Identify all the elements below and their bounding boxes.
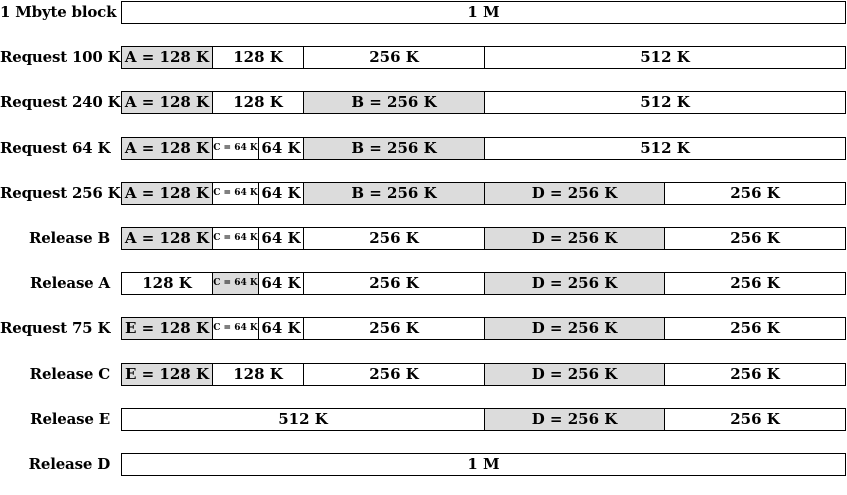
allocated-segment [212,273,258,294]
segment-label: A = 128 K [124,139,210,157]
free-segment [212,183,258,204]
segment-label: 1 M [467,455,500,473]
segment-label: A = 128 K [124,229,210,247]
segment-label: 512 K [278,410,328,428]
segment-label: 64 K [261,274,301,292]
memory-block-bar [121,317,846,340]
allocated-segment [122,92,212,113]
free-segment [303,364,484,385]
allocated-segment [303,92,484,113]
free-segment [122,454,845,475]
allocated-segment [484,364,664,385]
segment-label: A = 128 K [124,48,210,66]
allocated-segment [122,47,212,68]
free-segment [212,138,258,159]
memory-block-bar [121,182,846,205]
segment-label: 64 K [261,139,301,157]
memory-block-bar [121,46,846,69]
diagram-row [0,46,847,69]
free-segment [664,273,845,294]
row-label: Release A [29,274,110,292]
free-segment [484,47,845,68]
segment-label: D = 256 K [531,229,618,247]
segment-label: A = 128 K [124,184,210,202]
free-segment [664,183,845,204]
memory-block-bar [121,137,846,160]
segment-label: 128 K [233,93,283,111]
free-segment [258,273,303,294]
free-segment [303,228,484,249]
segment-label: E = 128 K [124,319,210,337]
free-segment [212,364,303,385]
memory-block-bar [121,91,846,114]
allocated-segment [122,364,212,385]
segment-label: 64 K [261,184,301,202]
free-segment [303,318,484,339]
row-label: Release D [28,455,110,473]
diagram-row [0,137,847,160]
allocated-segment [484,183,664,204]
segment-label: B = 256 K [351,93,437,111]
free-segment [303,273,484,294]
free-segment [484,92,845,113]
diagram-row [0,363,847,386]
free-segment [664,228,845,249]
segment-label: A = 128 K [124,93,210,111]
allocated-segment [303,183,484,204]
segment-label: 256 K [730,319,780,337]
segment-label: 128 K [233,48,283,66]
memory-block-bar [121,272,846,295]
segment-label: 256 K [730,184,780,202]
segment-label: B = 256 K [351,184,437,202]
segment-label: C = 64 K [213,188,258,198]
memory-block-bar [121,227,846,250]
segment-label: C = 64 K [213,143,258,153]
free-segment [664,364,845,385]
memory-block-bar [121,453,846,476]
row-label: Request 240 K [0,93,121,111]
segment-label: 256 K [730,410,780,428]
free-segment [212,318,258,339]
free-segment [122,2,845,23]
segment-label: D = 256 K [531,365,618,383]
segment-label: 256 K [730,365,780,383]
segment-label: 128 K [142,274,192,292]
free-segment [258,183,303,204]
diagram-row [0,272,847,295]
memory-block-bar [121,363,846,386]
free-segment [212,228,258,249]
segment-label: 64 K [261,319,301,337]
free-segment [484,138,845,159]
free-segment [258,318,303,339]
row-label: Release B [28,229,110,247]
diagram-row [0,317,847,340]
segment-label: 512 K [640,139,690,157]
diagram-row [0,227,847,250]
free-segment [258,138,303,159]
allocated-segment [484,318,664,339]
row-label: Request 64 K [0,139,111,157]
allocated-segment [122,183,212,204]
free-segment [122,273,212,294]
segment-label: 256 K [369,319,419,337]
segment-label: C = 64 K [213,233,258,243]
segment-label: B = 256 K [351,139,437,157]
row-label: Request 75 K [0,319,111,337]
diagram-row [0,182,847,205]
segment-label: 1 M [467,3,500,21]
diagram-row [0,408,847,431]
diagram-row [0,453,847,476]
row-label: Request 256 K [0,184,121,202]
free-segment [212,47,303,68]
memory-block-bar [121,408,846,431]
free-segment [122,409,484,430]
segment-label: 256 K [369,229,419,247]
segment-label: 512 K [640,48,690,66]
segment-label: 256 K [730,229,780,247]
allocated-segment [484,228,664,249]
diagram-row [0,91,847,114]
segment-label: C = 64 K [213,278,258,288]
allocated-segment [122,138,212,159]
segment-label: 256 K [730,274,780,292]
free-segment [212,92,303,113]
allocated-segment [484,273,664,294]
segment-label: D = 256 K [531,274,618,292]
segment-label: C = 64 K [213,323,258,333]
segment-label: 256 K [369,48,419,66]
segment-label: 64 K [261,229,301,247]
segment-label: E = 128 K [124,365,210,383]
diagram-row [0,1,847,24]
row-label: Request 100 K [0,48,121,66]
allocated-segment [484,409,664,430]
segment-label: 256 K [369,274,419,292]
row-label: Release C [29,365,110,383]
segment-label: 128 K [233,365,283,383]
segment-label: D = 256 K [531,184,618,202]
free-segment [664,318,845,339]
free-segment [664,409,845,430]
segment-label: D = 256 K [531,319,618,337]
segment-label: 256 K [369,365,419,383]
free-segment [258,228,303,249]
row-label: Release E [30,410,110,428]
memory-block-bar [121,1,846,24]
allocated-segment [122,228,212,249]
row-label: 1 Mbyte block [0,3,117,21]
allocated-segment [303,138,484,159]
segment-label: D = 256 K [531,410,618,428]
allocated-segment [122,318,212,339]
free-segment [303,47,484,68]
segment-label: 512 K [640,93,690,111]
